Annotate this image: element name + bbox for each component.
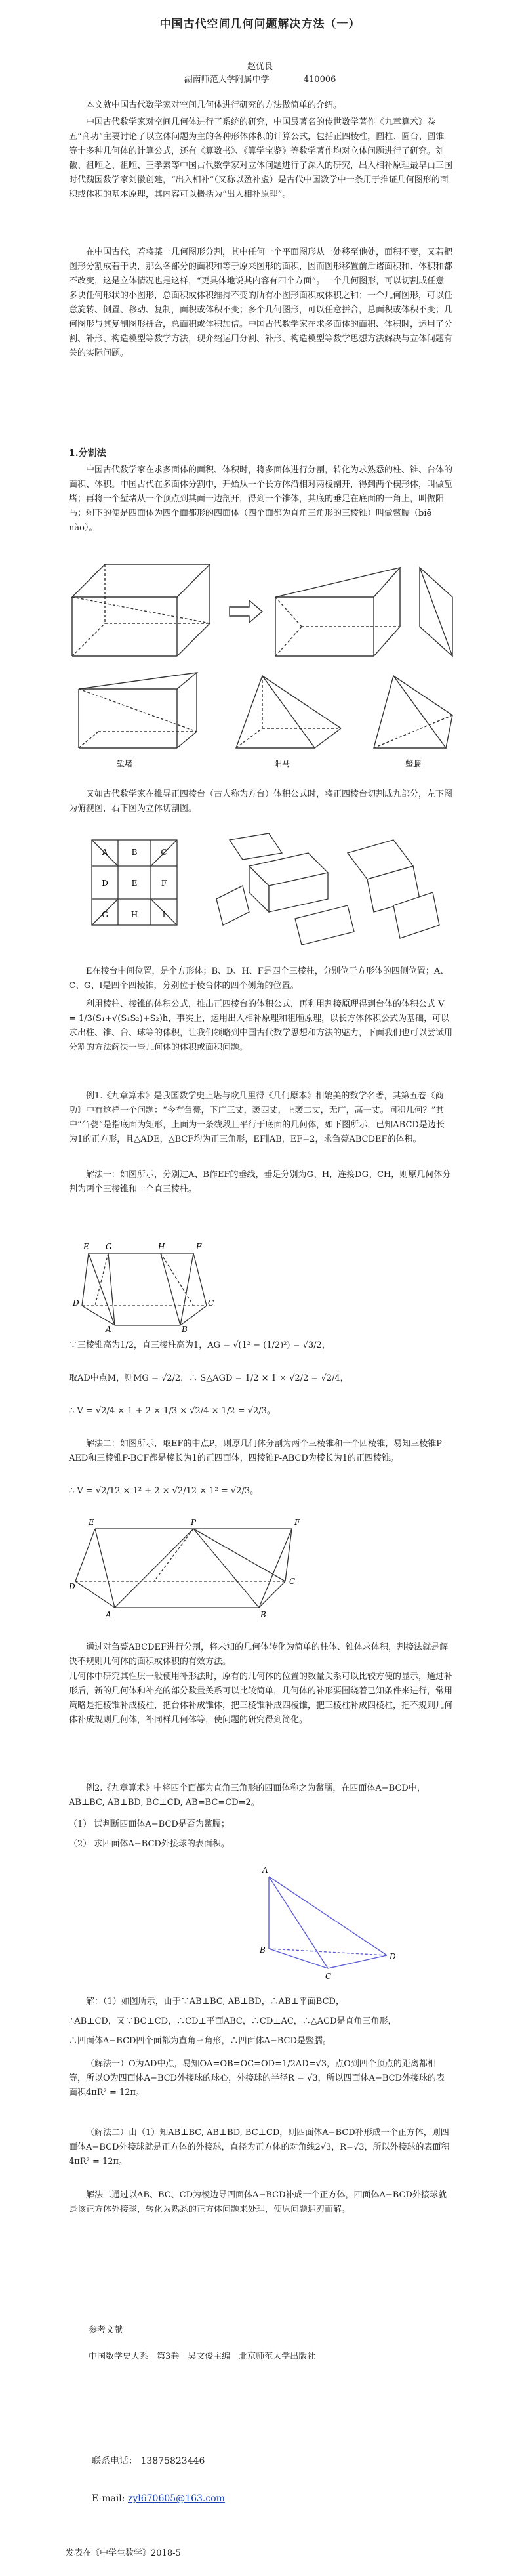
- fig3-label-b: B: [260, 1610, 266, 1619]
- section1-paragraph-4: 利用棱柱、棱锥的体积公式，推出正四棱台的体积公式，再利用割接原理得到台体的体积公式 V = 1/3(S₁+√(S₁S₂)+S₂)h，事实上，运用出入相补原理和祖暅原理，以长方体体积公式为基础，可以求出柱、锥、台、球等的体积，让我们领略到中国古代数学思想和方法的魅力，下面我们也可以尝试用分割的方法解决一些几何体的体积或面积问题。: [69, 999, 453, 1052]
- solution2-step1: 解：（1）如图所示，由于∵AB⊥BC, AB⊥BD，∴AB⊥平面BCD，: [86, 1997, 344, 2006]
- fig2-label-h: H: [158, 1242, 165, 1251]
- example-1: 例1.《九章算术》是我国数学史上堪与欧几里得《几何原本》相媲美的数学名著，其第五卷《商功》中有这样一个问题：“今有刍甍，下广三丈，袤四丈，上袤二丈，无广，高一丈。问积几何？”其中“刍甍”是指底面为矩形，上面为一条线段且平行于底面的几何体，如下图所示，已知ABCD是边长为1的正方形，且△ADE，△BCF均为正三角形，EF∥AB，EF=2，求刍甍ABCDEF的体积。: [69, 1091, 445, 1144]
- figure-example2-tetrahedron: [256, 1863, 400, 1982]
- fig3-label-f: F: [294, 1518, 300, 1527]
- solution1-step2: ∵三棱锥高为1/2，直三棱柱高为1，AG = √(1² − (1/2)²) = √3/2，: [69, 1340, 330, 1350]
- fig4-label-d: D: [390, 1952, 396, 1961]
- fig3-label-d: D: [69, 1582, 75, 1591]
- solution1-method2: 解法二：如图所示，取EF的中点P，则原几何体分割为两个三棱锥和一个四棱锥，易知三棱锥P-AED和三棱锥P-BCF都是棱长为1的正四面体，四棱锥P-ABCD为棱长为1的正四棱锥。: [69, 1439, 445, 1463]
- fig2-label-f: F: [196, 1242, 202, 1251]
- example-2-question-2: （2） 求四面体A−BCD外接球的表面积。: [69, 1839, 230, 1849]
- fig3-label-p: P: [191, 1518, 197, 1527]
- fig2-label-b: B: [182, 1325, 188, 1332]
- fig2-label-g: G: [106, 1242, 112, 1251]
- solution2-summary: 解法二通过以AB、BC、CD为棱边导四面体A−BCD补成一个正方体，四面体A−BCD外接球就是该正方体外接球，转化为熟悉的正方体问题来处理，使原问题迎刃而解。: [69, 2190, 447, 2214]
- reference-1: 中国数学史大系 第3卷 吴文俊主编 北京师范大学出版社: [89, 2352, 316, 2361]
- figure-cuboid-split: [66, 558, 459, 774]
- grid-label-f: F: [161, 879, 167, 888]
- grid-label-d: D: [102, 879, 108, 888]
- contact-phone-row: [92, 2454, 205, 2467]
- grid-label-b: B: [131, 848, 138, 857]
- grid-label-i: I: [162, 910, 166, 919]
- references-title: 参考文献: [89, 2325, 123, 2335]
- fig2-label-a: A: [106, 1325, 111, 1332]
- affiliation-name: 湖南师范大学附属中学: [184, 75, 270, 85]
- fig2-label-d: D: [73, 1298, 79, 1308]
- grid-label-c: C: [161, 848, 167, 857]
- postcode: 410006: [303, 75, 336, 85]
- email-link[interactable]: zyl670605@163.com: [127, 2493, 225, 2504]
- section1-paragraph-1: 中国古代数学家在求多面体的面积、体积时，将多面体进行分割，转化为求熟悉的柱、锥、台体的面积、体积。中国古代在多面体分割中，开始从一个长方体沿相对两棱剖开，得到两个楔形体，叫做堑堵；再将一个堑堵从一个顶点到其面一边剖开，得到一个锥体，其底的垂足在底面的一角上，叫做阳马；剩下的便是四面体为四个面都形的四面体（四个面都为直角三角形的三棱锥）叫做鳖臑（biē nào）。: [69, 465, 453, 533]
- page-title: 中国古代空间几何问题解决方法（一）: [159, 18, 361, 31]
- author-affiliation: [0, 72, 520, 85]
- section1-paragraph-2: 又如古代数学家在推导正四棱台（古人称为方台）体积公式时，将正四棱台切割成九部分，左下图为俯视图，右下图为立体切割图。: [69, 789, 453, 814]
- solution1-step1: 解法一：如图所示，分别过A、B作EF的垂线，垂足分别为G、H，连接DG、CH，则原几何体分割为两个三棱锥和一个直三棱柱。: [69, 1170, 451, 1194]
- example-2: 例2.《九章算术》中将四个面都为直角三角形的四面体称之为鳖臑，在四面体A−BCD中，AB⊥BC, AB⊥BD, BC⊥CD, AB=BC=CD=2。: [69, 1783, 426, 1808]
- intro-paragraph-1: 本文就中国古代数学家对空间几何体进行研究的方法做简单的介绍。: [86, 100, 342, 110]
- contact-phone-label: 联系电话：: [92, 2456, 138, 2466]
- figure-example1-method1: [69, 1234, 220, 1332]
- email-label: E-mail:: [92, 2493, 125, 2504]
- grid-label-e: E: [131, 879, 138, 888]
- intro-paragraph-2: 中国古代数学家对空间几何体进行了系统的研究，中国最著名的传世数学著作《九章算术》卷五“商功”主要讨论了以立体问题为主的各种形体体积的计算公式，包括正四棱柱，圆柱、圆台、圆锥等十多种几何体的计算公式，还有《算数书》、《算学宝鉴》等数学著作均对立体问题进行了研究。刘徽、祖暅之、祖暅、王孝素等中国古代数学家对立体问题进行了深入的研究，出入相补原理最早由三国时代魏国数学家刘徽创建，“出入相补”（又称以盈补虚）是古代中国数学中一条用于推证几何图形的面积或体积的基本原理，其内容可以概括为“出入相补原理”。: [69, 117, 453, 199]
- author-name: 赵优良: [247, 62, 273, 72]
- solution2-step3: ∴四面体A−BCD四个面都为直角三角形，∴四面体A−BCD是鳖臑。: [69, 2036, 331, 2046]
- label-qiandu: 堑堵: [116, 759, 133, 768]
- solution2-method1: （解法一）O为AD中点，易知OA=OB=OC=OD=1/2AD=√3，点O到四个顶点的距离都相等，所以O为四面体A−BCD外接球的球心，外接球的半径R = √3，所以四面体A−BCD外接球的表面积4πR² = 12π。: [69, 2059, 445, 2098]
- fig2-label-e: E: [83, 1242, 89, 1251]
- grid-label-h: H: [130, 910, 138, 919]
- fig3-label-a: A: [106, 1610, 111, 1619]
- contact-phone: 13875823446: [140, 2456, 205, 2466]
- publication-note: 发表在《中学生数学》2018-5: [66, 2548, 181, 2558]
- contact-email-row: [92, 2493, 225, 2504]
- grid-label-a: A: [102, 848, 108, 857]
- example-2-question-1: （1） 试判断四面体A−BCD是否为鳖臑；: [69, 1819, 230, 1829]
- section1-paragraph-5: 通过对刍甍ABCDEF进行分割，将未知的几何体转化为简单的柱体、锥体求体积，割接法就是解决不规则几何体的面积或体积的有效方法。: [69, 1642, 449, 1667]
- figure-frustum-split: [85, 827, 452, 951]
- fig4-label-c: C: [325, 1972, 332, 1981]
- grid-label-g: G: [102, 910, 108, 919]
- solution1-method2-result: ∴ V = √2/12 × 1² + 2 × √2/12 × 1² = √2/3。: [69, 1486, 259, 1496]
- section1-paragraph-3: E在棱台中间位置，是个方形体；B、D、H、F是四个三棱柱，分别位于方形体的四侧位置；A、C、G、I是四个四棱锥，分别位于棱台体的四个侧角的位置。: [69, 966, 449, 991]
- solution1-step4: ∴ V = √2/4 × 1 + 2 × 1/3 × √2/4 × 1/2 = √2/3。: [69, 1406, 275, 1416]
- fig4-label-b: B: [260, 1945, 266, 1955]
- figure-example1-method2: [69, 1516, 331, 1621]
- fig4-label-a: A: [262, 1865, 268, 1875]
- fig2-label-c: C: [208, 1298, 214, 1308]
- solution2-method2: （解法二）由（1）知AB⊥BC, AB⊥BD, BC⊥CD，则四面体A−BCD补形成一个正方体，则四面体A−BCD外接球就是正方体的外接球，直径为正方体的对角线2√3，R=√3，所以外接球的表面积4πR² = 12π。: [69, 2128, 450, 2167]
- fig3-label-e: E: [89, 1518, 94, 1527]
- intro-paragraph-3: 在中国古代，若将某一几何图形分割，其中任何一个平面图形从一处移至他处，面积不变，又若把图形分割成若干块，那么各部分的面积和等于原来图形的面积，因而图形移置前后诸面积和、体积和都不改变，这是立体情况也是这样，“更具体地说其内容有四个方面”。一个几何图形，可以切割成任意多块任何形状的小图形，总面积或体积维持不变的所有小图形面积或体积之和；一个几何图形，可以任意旋转、倒置、移动、复制，面积或体积不变；多个几何图形，可以任意拼合，总面积或体积不变；几何图形与其复制图形拼合，总面积或体积加倍。中国古代数学家在求多面体的面积、体积时，运用了分割、补形、构造模型等数学方法，现介绍运用分割、补形、构造模型等数学思想方法解决与立体问题有关的实际问题。: [69, 247, 453, 358]
- section1-paragraph-6: 几何体中研究其性质一般使用补形法时，原有的几何体的位置的数量关系可以比较方便的显示，通过补形后，新的几何体和补充的部分数量关系可以比较简单，几何体的补形要围绕着已知条件来进行，常用策略是把棱锥补成棱柱，把台体补成锥体，把三棱锥补成四棱锥，把三棱柱补成四棱柱，把不规则几何体补成规则几何体，补同样几何体等，使问题的研究得到简化。: [69, 1672, 453, 1725]
- solution1-step3: 取AD中点M，则MG = √2/2，∴ S△AGD = 1/2 × 1 × √2/2 = √2/4，: [69, 1373, 349, 1383]
- label-yangma: 阳马: [273, 759, 290, 768]
- fig3-label-c: C: [289, 1577, 296, 1586]
- section-heading-split: 1.分割法: [69, 448, 106, 459]
- solution2-step2: ∴AB⊥CD，又∵BC⊥CD，∴CD⊥平面ABC，∴CD⊥AC，∴△ACD是直角三角形，: [69, 2016, 397, 2026]
- label-bienao: 鳖臑: [405, 759, 422, 768]
